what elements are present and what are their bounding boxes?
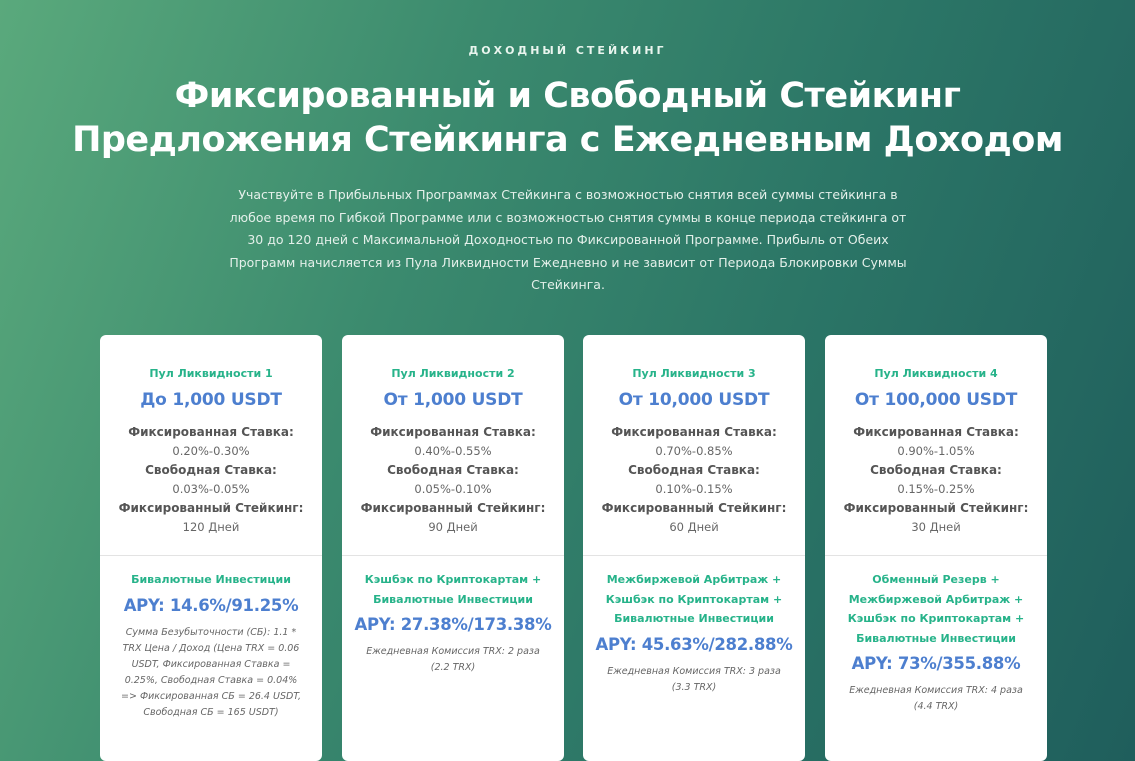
- pool-card-3: [583, 335, 805, 761]
- pool-card-1: [100, 335, 322, 761]
- free-rate-value: 0.05%-0.10%: [414, 482, 492, 496]
- hero-description: Участвуйте в Прибыльных Программах Стейкинга с возможностью снятия всей суммы стейкинга в любое время по Гибкой Программе или с возможностью снятия суммы в конце периода стейкинга от 30 до 120 дней с Максимальной Доходностью по Фиксированной Программе. Прибыль от Обеих Программ начисляется из Пула Ликвидности Ежедневно и не зависит от Периода Блокировки Суммы Стейкинга.: [229, 187, 907, 292]
- pool-note: Ежедневная Комиссия TRX: 3 раза (3.3 TRX): [607, 665, 781, 693]
- fixed-staking-duration: 120 Дней: [182, 520, 240, 534]
- pool-name: Пул Ликвидности 3: [632, 367, 756, 380]
- pool-note: Ежедневная Комиссия TRX: 4 раза (4.4 TRX): [849, 685, 1023, 712]
- staking-cards: [100, 335, 1048, 761]
- section-eyebrow: ДОХОДНЫЙ СТЕЙКИНГ: [468, 44, 667, 57]
- pool-apy: APY: 27.38%/173.38%: [354, 615, 552, 634]
- pool-product-line: Межбиржевой Арбитраж +: [848, 592, 1024, 606]
- pool-rates: [100, 422, 322, 536]
- pool-card-footer: [100, 556, 322, 721]
- fixed-rate-label: Фиксированная Ставка:: [611, 425, 777, 439]
- fixed-staking-label: Фиксированный Стейкинг:: [843, 501, 1029, 515]
- fixed-staking-duration: 60 Дней: [669, 520, 719, 534]
- pool-amount: От 100,000 USDT: [854, 390, 1018, 410]
- pool-name: Пул Ликвидности 2: [391, 367, 515, 380]
- pool-product-line: Бивалютные Инвестиции: [614, 612, 774, 625]
- fixed-staking-label: Фиксированный Стейкинг:: [118, 501, 304, 515]
- pool-note: Ежедневная Комиссия TRX: 2 раза (2.2 TRX): [366, 646, 540, 673]
- fixed-staking-duration: 30 Дней: [911, 520, 961, 534]
- pool-card-footer: [342, 556, 564, 676]
- pool-rates: [825, 422, 1047, 536]
- fixed-staking-label: Фиксированный Стейкинг:: [360, 501, 546, 515]
- pool-card-2: [342, 335, 564, 761]
- pool-product: [112, 570, 310, 590]
- pool-apy: APY: 14.6%/91.25%: [123, 595, 299, 615]
- fixed-staking-duration: 90 Дней: [428, 520, 478, 534]
- pool-product-line: Обменный Резерв +: [872, 573, 1000, 586]
- free-rate-label: Свободная Ставка:: [870, 463, 1002, 477]
- pool-note: Сумма Безубыточности (СБ): 1.1 * TRX Цена / Доход (Цена TRX = 0.06 USDT, Фиксированная Ставка = 0.25%, Свободная Ставка = 0.04% => Фиксированная СБ = 26.4 USDT, Свободная СБ = 165 USDT): [121, 626, 301, 718]
- fixed-rate-label: Фиксированная Ставка:: [128, 425, 294, 439]
- free-rate-label: Свободная Ставка:: [628, 463, 760, 477]
- free-rate-value: 0.03%-0.05%: [172, 482, 250, 496]
- fixed-rate-value: 0.90%-1.05%: [897, 444, 975, 458]
- free-rate-label: Свободная Ставка:: [387, 463, 519, 477]
- fixed-rate-value: 0.20%-0.30%: [172, 444, 250, 458]
- pool-name: Пул Ликвидности 1: [149, 367, 273, 380]
- pool-product-line: Кэшбэк по Криптокартам +: [605, 592, 783, 606]
- fixed-rate-value: 0.70%-0.85%: [655, 444, 733, 458]
- pool-product-line: Кэшбэк по Криптокартам +: [847, 612, 1025, 625]
- pool-product-line: Бивалютные Инвестиции: [373, 592, 533, 606]
- pool-rates: [583, 422, 805, 536]
- pool-card-4: [825, 335, 1047, 761]
- pool-card-footer: [583, 556, 805, 696]
- fixed-rate-label: Фиксированная Ставка:: [853, 425, 1019, 439]
- pool-name: Пул Ликвидности 4: [874, 367, 998, 380]
- page-title-line-1: Фиксированный и Свободный Стейкинг: [174, 76, 961, 116]
- pool-product-line: Межбиржевой Арбитраж +: [606, 573, 782, 586]
- pool-product: [354, 570, 552, 609]
- page-title-line-2: Предложения Стейкинга с Ежедневным Доходом: [72, 120, 1063, 160]
- pool-product-line: Кэшбэк по Криптокартам +: [364, 573, 542, 586]
- pool-product-line: Бивалютные Инвестиции: [131, 573, 291, 586]
- page-title: [0, 74, 1135, 162]
- pool-apy: APY: 45.63%/282.88%: [595, 634, 793, 654]
- pool-card-footer: [825, 556, 1047, 715]
- pool-card-header: [825, 335, 1047, 556]
- pool-card-header: [100, 335, 322, 556]
- fixed-rate-value: 0.40%-0.55%: [414, 444, 492, 458]
- pool-card-header: [342, 335, 564, 556]
- fixed-rate-label: Фиксированная Ставка:: [370, 425, 536, 439]
- pool-product: [595, 570, 793, 629]
- pool-product-line: Бивалютные Инвестиции: [856, 631, 1016, 645]
- pool-card-header: [583, 335, 805, 556]
- pool-apy: APY: 73%/355.88%: [851, 654, 1021, 673]
- pool-amount: От 1,000 USDT: [383, 390, 523, 410]
- free-rate-label: Свободная Ставка:: [145, 463, 277, 477]
- pool-rates: [342, 422, 564, 536]
- pool-product: [837, 570, 1035, 648]
- pool-amount: До 1,000 USDT: [140, 390, 282, 410]
- fixed-staking-label: Фиксированный Стейкинг:: [601, 501, 787, 515]
- free-rate-value: 0.10%-0.15%: [655, 482, 733, 496]
- pool-amount: От 10,000 USDT: [618, 390, 770, 410]
- free-rate-value: 0.15%-0.25%: [897, 482, 975, 496]
